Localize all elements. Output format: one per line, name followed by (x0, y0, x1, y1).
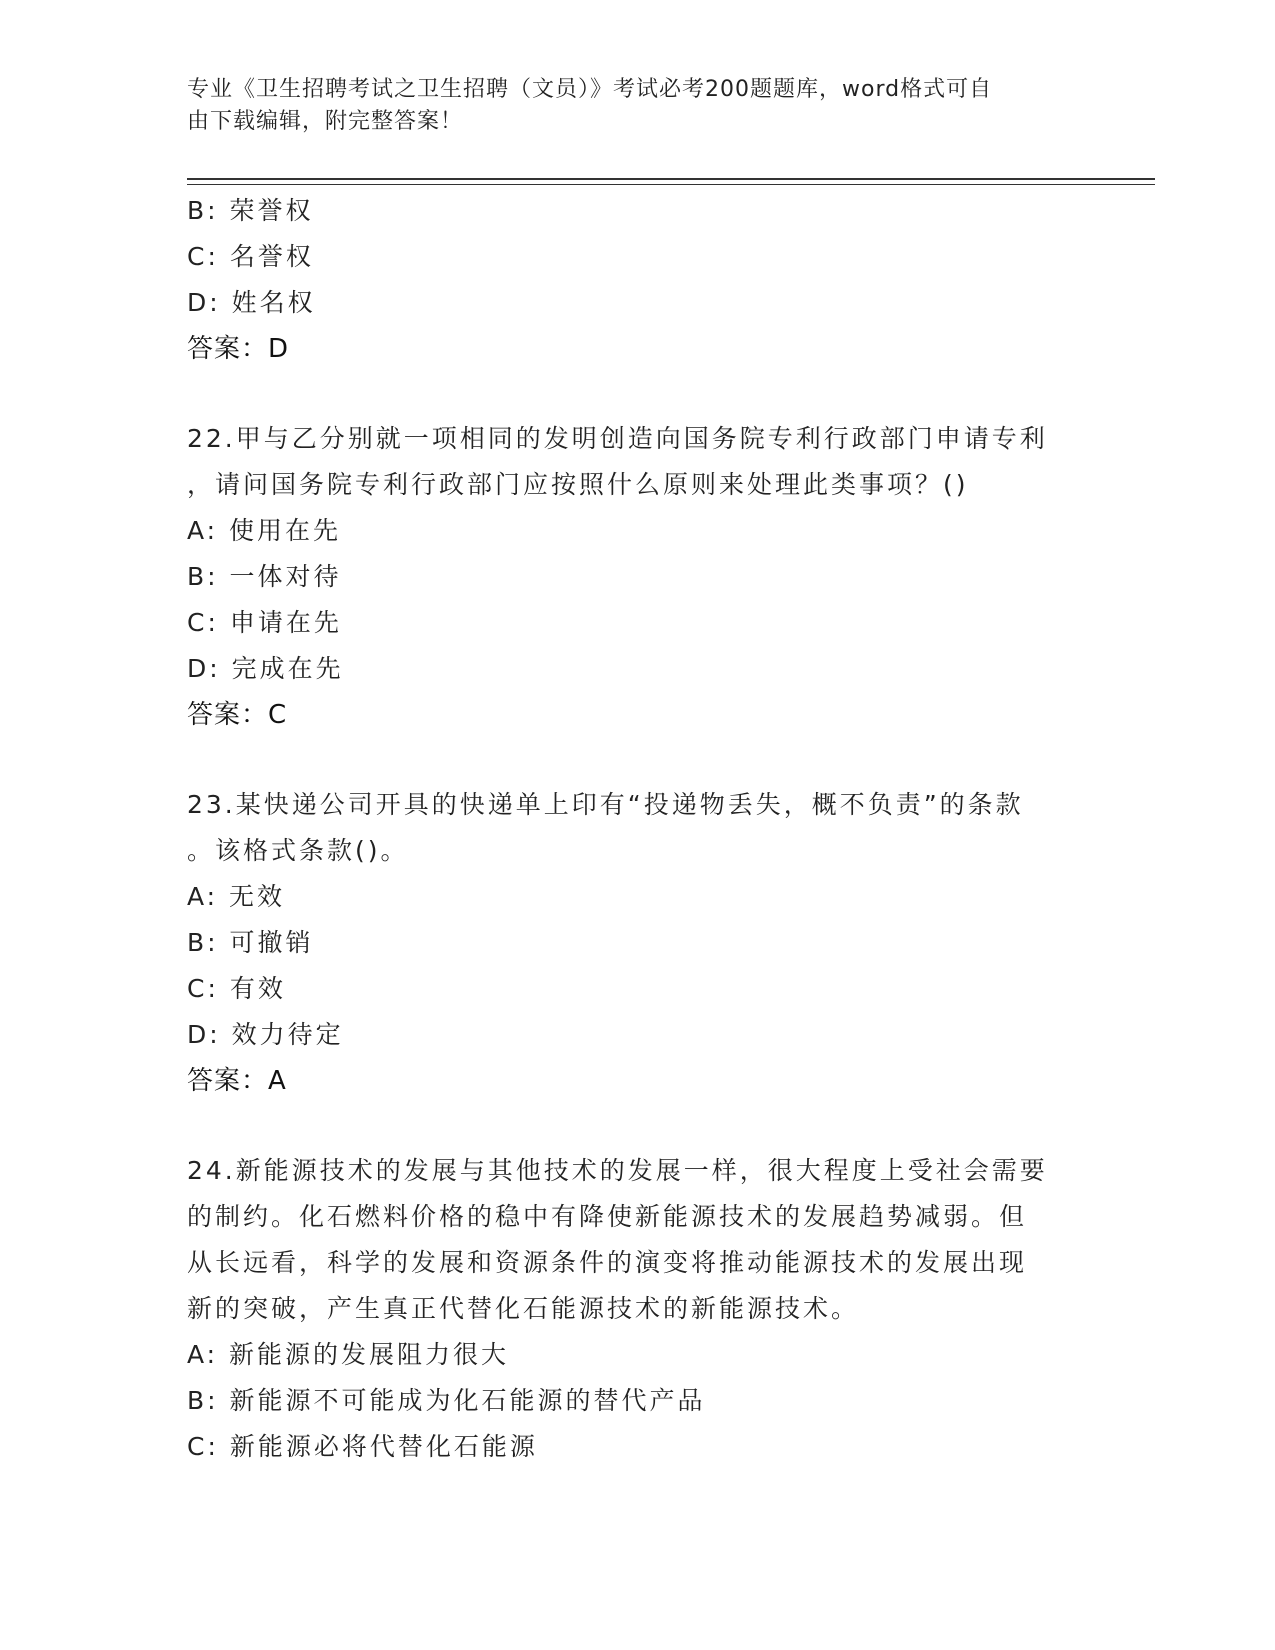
option-c: C: 有效 (187, 974, 286, 1003)
option-b: B: 荣誉权 (187, 196, 314, 225)
option-c: C: 申请在先 (187, 608, 342, 637)
document-body (187, 188, 1087, 1470)
question-23 (187, 782, 1087, 1104)
option-a: A: 新能源的发展阻力很大 (187, 1340, 510, 1369)
option-b: B: 可撤销 (187, 928, 314, 957)
option-b: B: 新能源不可能成为化石能源的替代产品 (187, 1386, 706, 1415)
option-a: A: 使用在先 (187, 516, 342, 545)
question-stem-line: 新的突破，产生真正代替化石能源技术的新能源技术。 (187, 1294, 860, 1323)
spacer (187, 1104, 1087, 1148)
header-line-2: 由下载编辑，附完整答案！ (187, 109, 464, 134)
page-header (187, 74, 1067, 138)
header-divider (187, 178, 1155, 185)
header-line-1: 专业《卫生招聘考试之卫生招聘（文员）》考试必考200题题库，word格式可自 (187, 77, 993, 102)
option-c: C: 新能源必将代替化石能源 (187, 1432, 538, 1461)
answer-line: 答案：A (187, 1066, 287, 1096)
answer-line: 答案：D (187, 334, 290, 364)
question-22 (187, 416, 1087, 738)
option-c: C: 名誉权 (187, 242, 314, 271)
option-b: B: 一体对待 (187, 562, 342, 591)
question-stem-line: 从长远看，科学的发展和资源条件的演变将推动能源技术的发展出现 (187, 1248, 1028, 1277)
previous-question-tail (187, 188, 1087, 372)
answer-line: 答案：C (187, 700, 288, 730)
question-stem-line: 的制约。化石燃料价格的稳中有降使新能源技术的发展趋势减弱。但 (187, 1202, 1028, 1231)
question-24 (187, 1148, 1087, 1470)
question-stem-line: 23.某快递公司开具的快递单上印有“投递物丢失，概不负责”的条款 (187, 790, 1024, 819)
option-d: D: 完成在先 (187, 654, 344, 683)
spacer (187, 738, 1087, 782)
question-stem-line: ，请问国务院专利行政部门应按照什么原则来处理此类事项？() (187, 470, 969, 499)
option-d: D: 姓名权 (187, 288, 316, 317)
option-a: A: 无效 (187, 882, 286, 911)
question-stem-line: 24.新能源技术的发展与其他技术的发展一样，很大程度上受社会需要 (187, 1156, 1048, 1185)
question-stem-line: 。该格式条款()。 (187, 836, 409, 865)
option-d: D: 效力待定 (187, 1020, 344, 1049)
question-stem-line: 22.甲与乙分别就一项相同的发明创造向国务院专利行政部门申请专利 (187, 424, 1048, 453)
spacer (187, 372, 1087, 416)
